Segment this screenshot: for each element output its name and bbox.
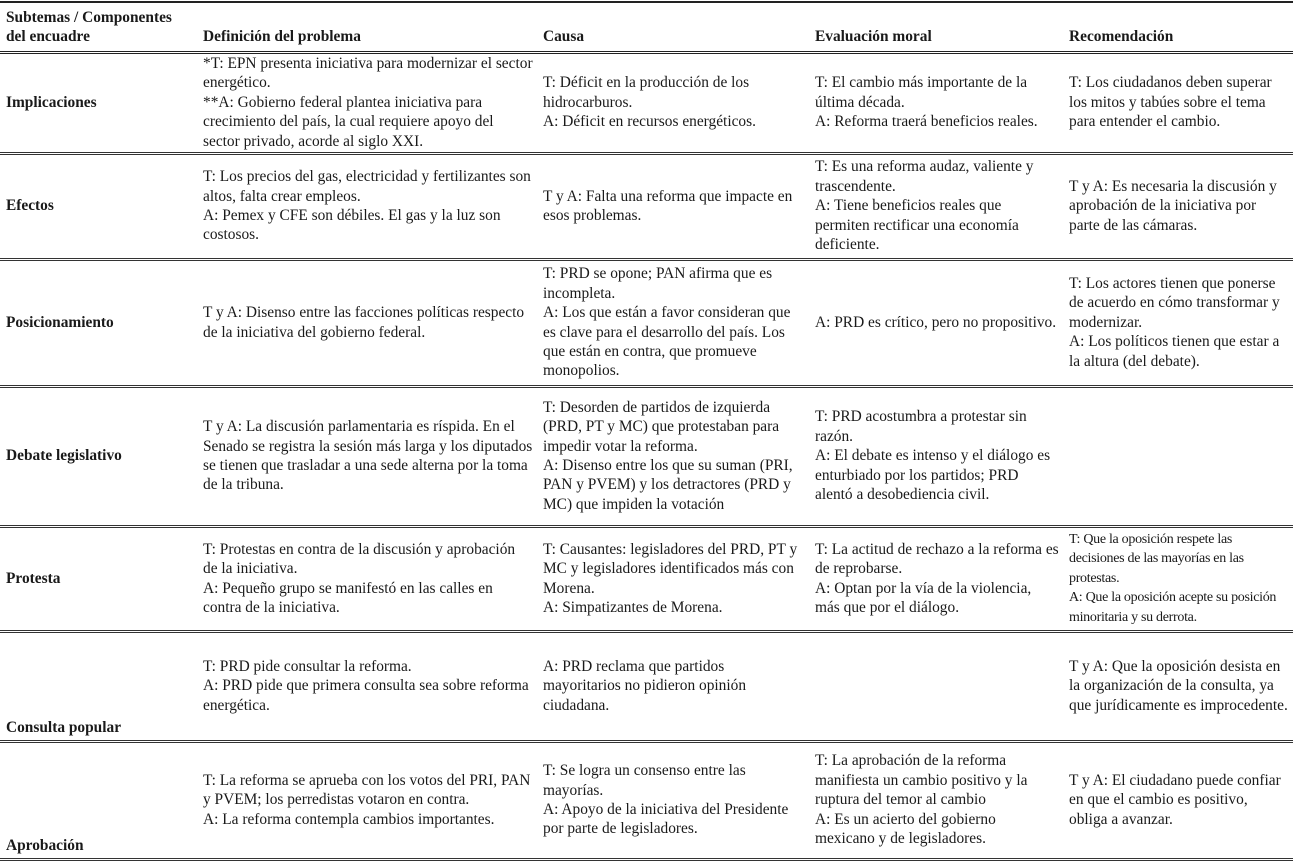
cell-paragraph: A: Tiene beneficios reales que permiten rectificar una economía deficiente. [815, 197, 1019, 254]
cell-paragraph: T y A: Falta una reforma que impacte en esos problemas. [543, 187, 793, 224]
cell-paragraph: T: El cambio más importante de la última década. [815, 74, 1028, 111]
row-label: Implicaciones [6, 93, 97, 111]
cell-causa [537, 526, 809, 631]
cell-paragraph: **A: Gobierno federal plantea iniciativa para crecimiento del país, la cual requiere apoyo del sector privado, acorde al siglo XXI. [203, 93, 494, 150]
cell-paragraph: A: Pequeño grupo se manifestó en las calles en contra de la iniciativa. [203, 579, 493, 616]
cell-paragraph: A: Disenso entre los que su suman (PRI, PAN y PVEM) y los detractores (PRD y MC) que impiden la votación [543, 457, 793, 513]
cell-paragraph: A: PRD reclama que partidos mayoritarios no pidieron opinión ciudadana. [543, 657, 747, 714]
table-body [0, 52, 1293, 859]
cell-paragraph: T: Déficit en la producción de los hidrocarburos. [543, 74, 750, 111]
cell-paragraph: T: Desorden de partidos de izquierda (PRD, PT y MC) que protestaban para impedir votar la reforma. [543, 398, 780, 455]
cell-paragraph: T: Se logra un consenso entre las mayorías. [543, 762, 746, 799]
cell-paragraph: T: Es una reforma audaz, valiente y trascendente. [815, 158, 1034, 195]
row-label: Efectos [6, 197, 54, 215]
table-row [0, 526, 1293, 631]
cell-paragraph: T: Protestas en contra de la discusión y aprobación de la iniciativa. [203, 540, 516, 578]
cell-paragraph: T: Causantes: legisladores del PRD, PT y MC y legisladores identificados más con Morena. [543, 540, 798, 597]
cell-paragraph: T: La actitud de rechazo a la reforma es de reprobarse. [815, 540, 1059, 578]
cell-paragraph: T: Los ciudadanos deben superar los mitos y tabúes sobre el tema para entender el cambio. [1069, 74, 1272, 131]
row-label: Protesta [6, 569, 61, 587]
cell-recomendacion [1063, 153, 1293, 259]
cell-evaluacion [809, 52, 1063, 153]
cell-paragraph: T: Los actores tienen que ponerse de acuerdo en cómo transformar y modernizar. [1069, 274, 1280, 331]
cell-paragraph: T y A: Que la oposición desista en la organización de la consulta, ya que jurídicamente es improcedente. [1069, 657, 1288, 714]
cell-causa [537, 741, 809, 859]
cell-paragraph: *T: EPN presenta iniciativa para modernizar el sector energético. [203, 54, 533, 92]
table-row [0, 741, 1293, 859]
cell-evaluacion [809, 741, 1063, 859]
cell-causa [537, 259, 809, 386]
cell-recomendacion [1063, 52, 1293, 153]
cell-causa [537, 386, 809, 526]
cell-paragraph: T y A: La discusión parlamentaria es ríspida. En el Senado se registra la sesión más larga y los diputados se tienen que trasladar a una sede alterna por la toma de la tribuna. [203, 418, 533, 494]
cell-paragraph: T: La aprobación de la reforma manifiesta un cambio positivo y la ruptura del temor al cambio [815, 752, 1028, 809]
table-row [0, 631, 1293, 741]
cell-paragraph: A: El debate es intenso y el diálogo es enturbiado por los partidos; PRD alentó a desobediencia civil. [815, 447, 1051, 504]
cell-paragraph: A: PRD pide que primera consulta sea sobre reforma energética. [203, 677, 529, 714]
row-label: Aprobación [6, 837, 84, 855]
header-subtemas: Subtemas / Componentes del encuadre [6, 8, 172, 46]
cell-paragraph: A: Apoyo de la iniciativa del Presidente por parte de legisladores. [543, 801, 789, 838]
cell-evaluacion [809, 631, 1063, 741]
cell-recomendacion [1063, 631, 1293, 741]
header-recomendacion: Recomendación [1069, 28, 1174, 46]
cell-definicion [197, 741, 537, 859]
cell-paragraph: A: Déficit en recursos energéticos. [543, 113, 756, 131]
framing-table [0, 1, 1293, 861]
header-definicion: Definición del problema [203, 28, 361, 46]
cell-paragraph: A: La reforma contempla cambios importantes. [203, 810, 495, 828]
header-row [0, 2, 1293, 52]
cell-paragraph: T: Que la oposición respete las decisiones de las mayorías en las protestas. [1069, 531, 1244, 586]
cell-causa [537, 631, 809, 741]
table-row [0, 153, 1293, 259]
cell-definicion [197, 386, 537, 526]
cell-paragraph: T: PRD acostumbra a protestar sin razón. [815, 408, 1027, 445]
cell-definicion [197, 52, 537, 153]
cell-causa [537, 153, 809, 259]
cell-paragraph: T: Los precios del gas, electricidad y fertilizantes son altos, falta crear empleos. [203, 168, 531, 205]
cell-paragraph: A: Optan por la vía de la violencia, más que por el diálogo. [815, 579, 1032, 616]
cell-recomendacion [1063, 259, 1293, 386]
cell-paragraph: A: Pemex y CFE son débiles. El gas y la luz son costosos. [203, 207, 501, 244]
cell-causa [537, 52, 809, 153]
cell-paragraph: A: Reforma traerá beneficios reales. [815, 113, 1038, 131]
cell-paragraph: A: Que la oposición acepte su posición minoritaria y su derrota. [1069, 590, 1277, 625]
cell-definicion [197, 153, 537, 259]
header-evaluacion: Evaluación moral [815, 28, 932, 46]
row-label: Debate legislativo [6, 447, 122, 465]
table-header [0, 2, 1293, 52]
cell-paragraph: A: PRD es crítico, pero no propositivo. [815, 313, 1057, 331]
cell-evaluacion [809, 153, 1063, 259]
cell-paragraph: T: PRD se opone; PAN afirma que es incompleta. [543, 265, 773, 302]
cell-recomendacion [1063, 741, 1293, 859]
cell-definicion [197, 526, 537, 631]
row-label: Posicionamiento [6, 313, 114, 331]
cell-paragraph: T y A: Disenso entre las facciones políticas respecto de la iniciativa del gobierno federal. [203, 304, 525, 341]
table-row [0, 259, 1293, 386]
table-row [0, 386, 1293, 526]
row-label: Consulta popular [6, 719, 122, 737]
cell-paragraph: A: Es un acierto del gobierno mexicano y de legisladores. [815, 810, 996, 848]
cell-paragraph: T: La reforma se aprueba con los votos del PRI, PAN y PVEM; los perredistas votaron en contra. [203, 771, 531, 809]
cell-recomendacion [1063, 526, 1293, 631]
cell-paragraph: A: Los que están a favor consideran que es clave para el desarrollo del país. Los que están en contra, que promueve monopolios. [543, 304, 791, 380]
header-causa: Causa [543, 28, 585, 46]
cell-definicion [197, 631, 537, 741]
cell-evaluacion [809, 259, 1063, 386]
cell-paragraph: A: Los políticos tienen que estar a la altura (del debate). [1069, 333, 1280, 370]
cell-evaluacion [809, 386, 1063, 526]
cell-evaluacion [809, 526, 1063, 631]
cell-paragraph: T y A: El ciudadano puede confiar en que el cambio es positivo, obliga a avanzar. [1069, 771, 1281, 828]
cell-paragraph: T y A: Es necesaria la discusión y aprobación de la iniciativa por parte de las cámaras. [1069, 177, 1277, 234]
cell-paragraph: A: Simpatizantes de Morena. [543, 598, 723, 616]
cell-recomendacion [1063, 386, 1293, 526]
cell-paragraph: T: PRD pide consultar la reforma. [203, 657, 412, 675]
cell-definicion [197, 259, 537, 386]
table-row [0, 52, 1293, 153]
